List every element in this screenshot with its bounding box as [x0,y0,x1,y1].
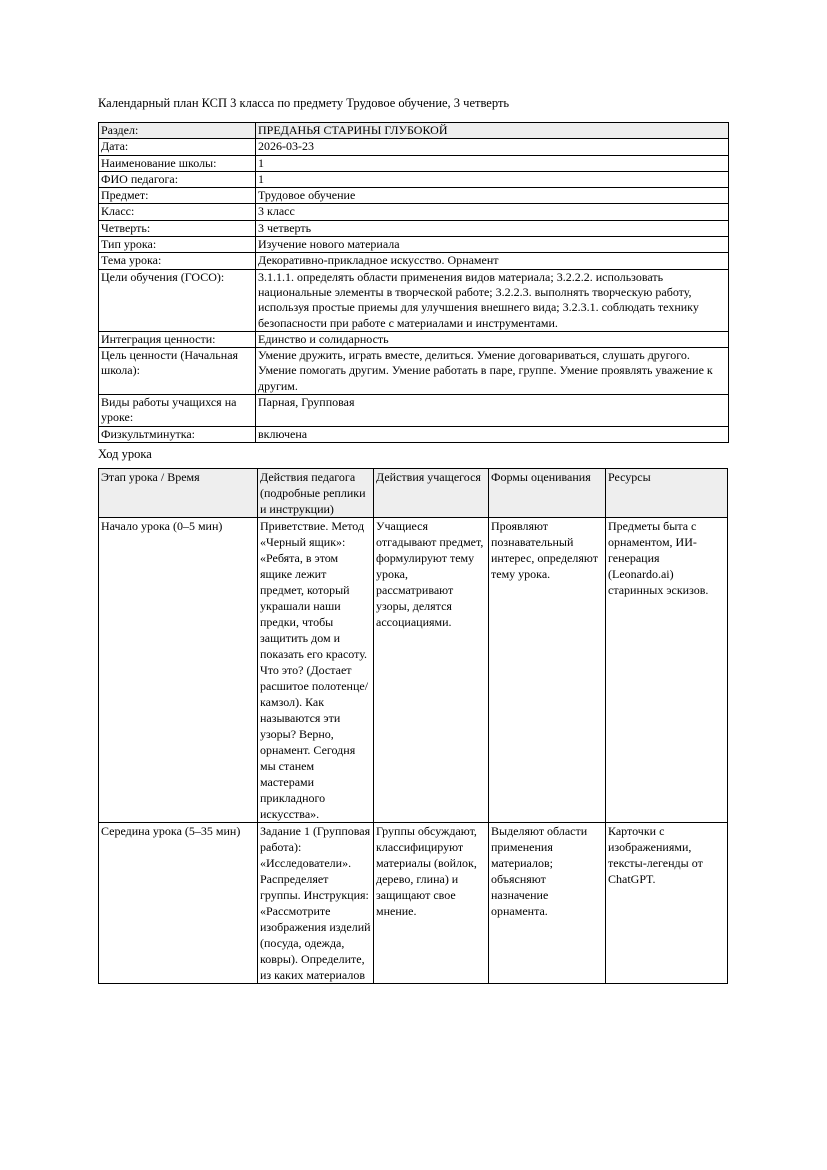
info-value: включена [256,426,729,442]
info-value: 3.1.1.1. определять области применения видов материала; 3.2.2.2. использовать национальные элементы в творческой работе; 3.2.2.3. выполнять творческую работу, используя простые приемы для улучшения внешнего вида; 3.2.3.1. соблюдать технику безопасности при работе с материалами и инструментами. [256,269,729,331]
header-resources: Ресурсы [606,468,728,517]
header-teacher-actions: Действия педагога (подробные реплики и инструкции) [258,468,374,517]
cell-resources: Предметы быта с орнаментом, ИИ-генерация (Leonardo.ai) старинных эскизов. [606,517,728,822]
cell-student-actions: Учащиеся отгадывают предмет, формулируют тему урока, рассматривают узоры, делятся ассоциациями. [374,517,489,822]
lesson-info-table [98,122,729,443]
info-row-date [99,139,729,155]
cell-teacher-actions: Приветствие. Метод «Черный ящик»: «Ребята, в этом ящике лежит предмет, который украшали наши предки, чтобы защитить дом и показать его красоту. Что это? (Достает расшитое полотенце/камзол). Как называются эти узоры? Верно, орнамент. Сегодня мы станем мастерами прикладного искусства». [258,517,374,822]
info-value: 3 четверть [256,220,729,236]
lesson-row-start [99,517,728,822]
document-title: Календарный план КСП 3 класса по предмету Трудовое обучение, 3 четверть [98,96,510,110]
info-row-lesson-topic [99,253,729,269]
cell-assessment: Проявляют познавательный интерес, определяют тему урока. [489,517,606,822]
info-label: Четверть: [99,220,256,236]
lesson-course-table [98,468,728,984]
header-student-actions: Действия учащегося [374,468,489,517]
info-label: Наименование школы: [99,155,256,171]
info-label: Виды работы учащихся на уроке: [99,395,256,427]
info-label: Дата: [99,139,256,155]
info-value: Трудовое обучение [256,188,729,204]
info-value: ПРЕДАНЬЯ СТАРИНЫ ГЛУБОКОЙ [256,123,729,139]
info-value: 1 [256,171,729,187]
cell-stage: Середина урока (5–35 мин) [99,822,258,983]
header-stage: Этап урока / Время [99,468,258,517]
document-page [98,96,728,984]
info-row-values-integration [99,331,729,347]
info-row-school [99,155,729,171]
cell-resources: Карточки с изображениями, тексты-легенды от ChatGPT. [606,822,728,983]
info-label: Тип урока: [99,237,256,253]
info-row-work-types [99,395,729,427]
info-row-quarter [99,220,729,236]
info-label: Раздел: [99,123,256,139]
lesson-table-header-row [99,468,728,517]
info-value: Умение дружить, играть вместе, делиться. Умение договариваться, слушать другого. Умение помогать другим. Умение работать в паре, группе. Умение проявлять уважение к другим. [256,348,729,395]
info-value: 2026-03-23 [256,139,729,155]
info-value: Единство и солидарность [256,331,729,347]
info-value: 3 класс [256,204,729,220]
info-row-goals [99,269,729,331]
info-row-class [99,204,729,220]
info-label: Интеграция ценности: [99,331,256,347]
info-row-values-goal [99,348,729,395]
cell-teacher-actions: Задание 1 (Групповая работа): «Исследователи». Распределяет группы. Инструкция: «Рассмотрите изображения изделий (посуда, одежда, ковры). Определите, из каких материалов [258,822,374,983]
info-label: Тема урока: [99,253,256,269]
cell-stage: Начало урока (0–5 мин) [99,517,258,822]
info-row-phys-minute [99,426,729,442]
info-label: Цели обучения (ГОСО): [99,269,256,331]
info-value: Изучение нового материала [256,237,729,253]
lesson-course-heading: Ход урока [98,446,152,461]
cell-student-actions: Группы обсуждают, классифицируют материалы (войлок, дерево, глина) и защищают свое мнение. [374,822,489,983]
info-label: Цель ценности (Начальная школа): [99,348,256,395]
cell-assessment: Выделяют области применения материалов; объясняют назначение орнамента. [489,822,606,983]
info-row-teacher-name [99,171,729,187]
info-row-subject [99,188,729,204]
info-label: Предмет: [99,188,256,204]
info-label: ФИО педагога: [99,171,256,187]
info-value: Парная, Групповая [256,395,729,427]
info-label: Класс: [99,204,256,220]
info-label: Физкультминутка: [99,426,256,442]
header-assessment: Формы оценивания [489,468,606,517]
info-value: 1 [256,155,729,171]
info-row-lesson-type [99,237,729,253]
info-value: Декоративно-прикладное искусство. Орнамент [256,253,729,269]
info-row-section [99,123,729,139]
lesson-row-middle [99,822,728,983]
